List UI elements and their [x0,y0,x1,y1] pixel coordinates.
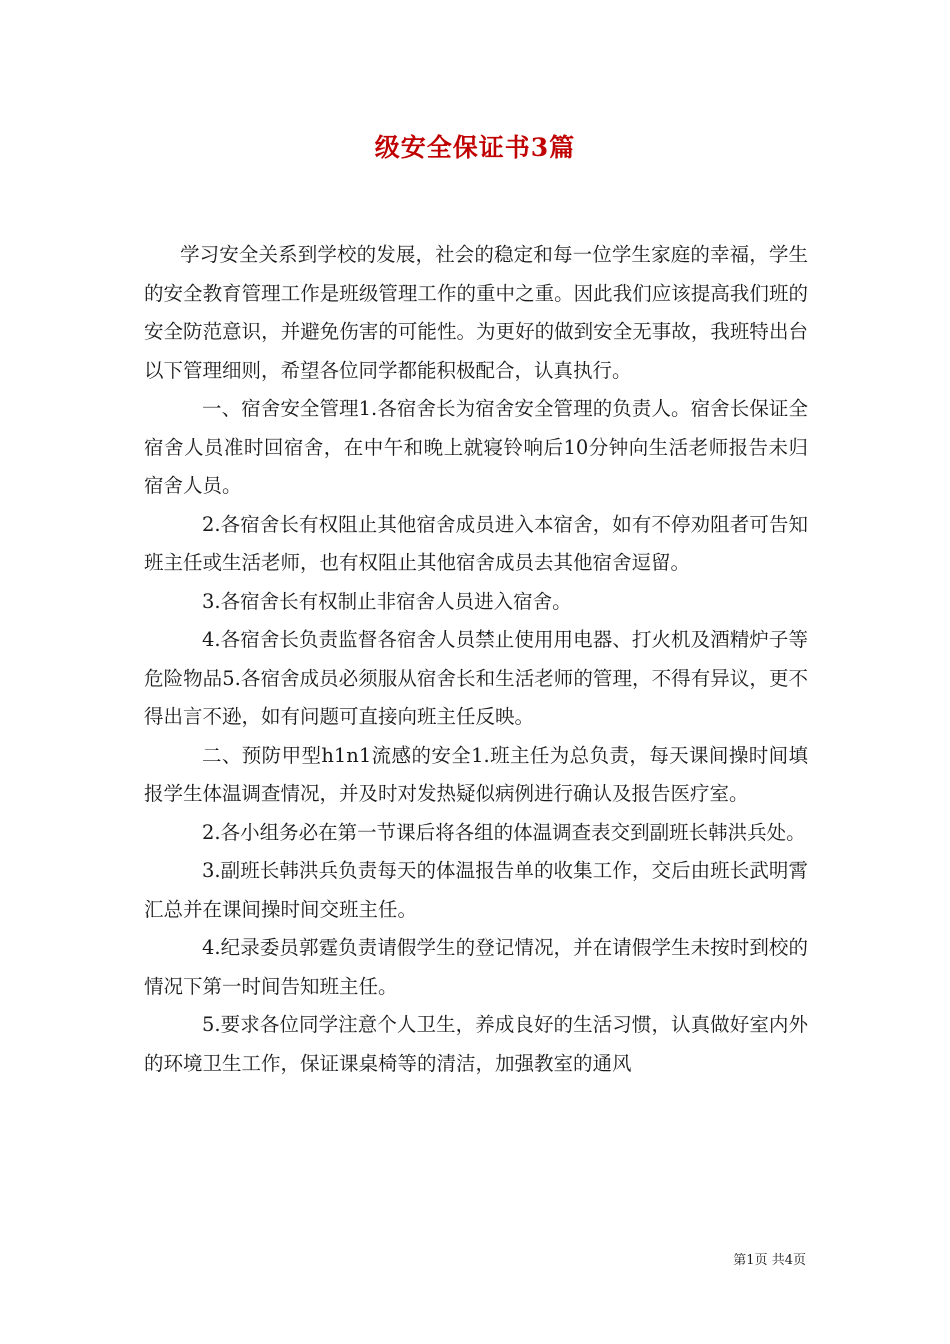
flu-item-3: 3.副班长韩洪兵负责每天的体温报告单的收集工作，交后由班长武明霄汇总并在课间操时间交班主任。 [144,859,808,921]
dormitory-item-3: 3.各宿舍长有权制止非宿舍人员进入宿舍。 [202,589,572,613]
footer-suffix: 页 [792,1253,806,1268]
document-body [144,236,808,1083]
footer-total-pages: 4 [784,1253,793,1268]
section-dormitory-paragraph: 一、宿舍安全管理1.各宿舍长为宿舍安全管理的负责人。宿舍长保证全宿舍人员准时回宿舍，在中午和晚上就寝铃响后10分钟向生活老师报告未归宿舍人员。 [144,397,808,497]
dormitory-item-4-5: 4.各宿舍长负责监督各宿舍人员禁止使用用电器、打火机及酒精炉子等危险物品5.各宿舍成员必须服从宿舍长和生活老师的管理，不得有异议，更不得出言不逊，如有问题可直接向班主任反映。 [144,628,808,728]
flu-item-2: 2.各小组务必在第一节课后将各组的体温调查表交到副班长韩洪兵处。 [202,820,806,844]
dormitory-item-2: 2.各宿舍长有权阻止其他宿舍成员进入本宿舍，如有不停劝阻者可告知班主任或生活老师，也有权阻止其他宿舍成员去其他宿舍逗留。 [144,512,808,574]
footer-middle: 页 共 [754,1253,785,1268]
page-number-footer [733,1249,806,1268]
footer-prefix: 第 [733,1253,747,1268]
footer-current-page: 1 [746,1253,755,1268]
document-title: 级安全保证书3篇 [374,133,576,162]
flu-item-5: 5.要求各位同学注意个人卫生，养成良好的生活习惯，认真做好室内外的环境卫生工作，保证课桌椅等的清洁，加强教室的通风 [144,1013,808,1075]
intro-paragraph: 学习安全关系到学校的发展，社会的稳定和每一位学生家庭的幸福，学生的安全教育管理工作是班级管理工作的重中之重。因此我们应该提高我们班的安全防范意识，并避免伤害的可能性。为更好的做到安全无事故，我班特出台以下管理细则，希望各位同学都能积极配合，认真执行。 [144,243,808,382]
section-flu-paragraph: 二、预防甲型h1n1流感的安全1.班主任为总负责，每天课间操时间填报学生体温调查情况，并及时对发热疑似病例进行确认及报告医疗室。 [144,743,808,805]
flu-item-4: 4.纪录委员郭霆负责请假学生的登记情况，并在请假学生未按时到校的情况下第一时间告知班主任。 [144,936,808,998]
